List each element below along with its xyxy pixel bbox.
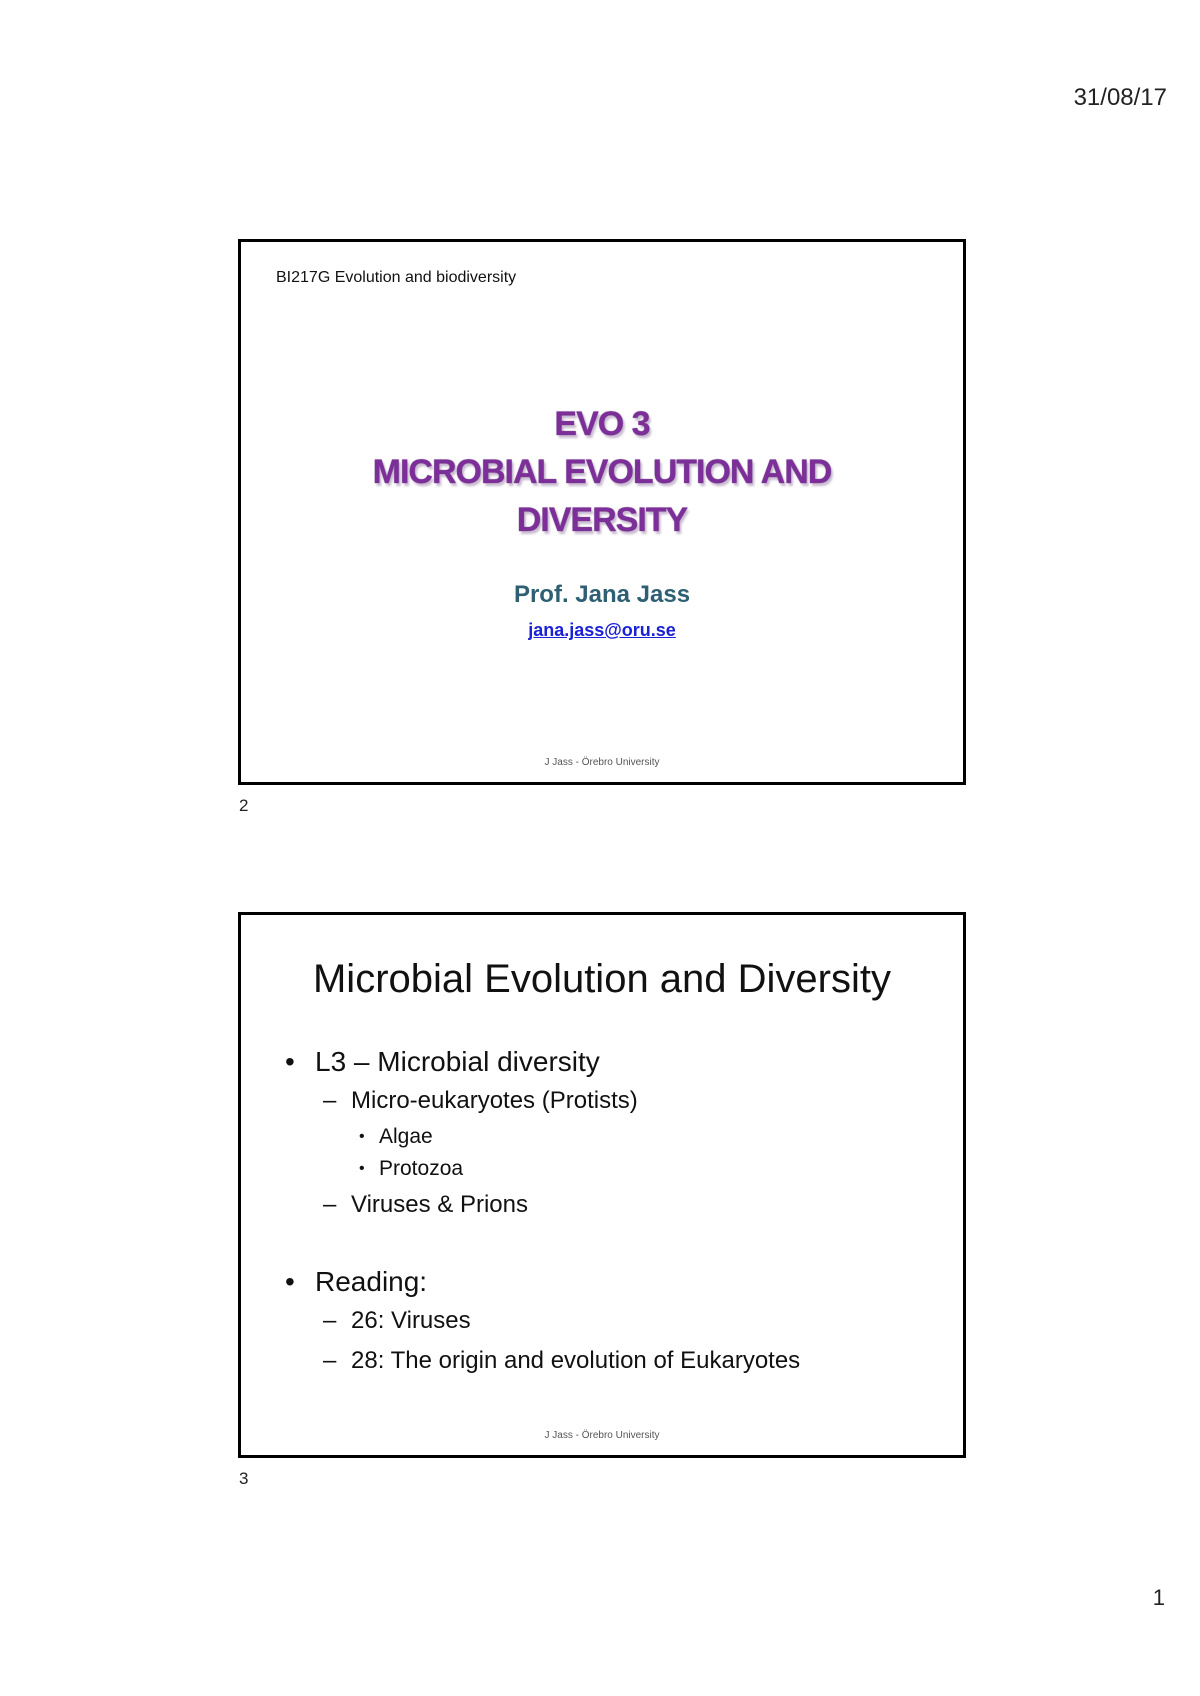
sub-bullet-item xyxy=(285,1081,943,1121)
bullet-marker: • xyxy=(359,1160,365,1177)
dash-marker: – xyxy=(323,1307,337,1334)
handout-date: 31/08/17 xyxy=(1073,84,1167,111)
spacer xyxy=(285,1225,943,1263)
course-label: BI217G Evolution and biodiversity xyxy=(276,269,517,286)
bullet-text: Protozoa xyxy=(379,1157,464,1180)
title-line: EVO 3 xyxy=(554,405,650,443)
slide-number: 3 xyxy=(239,1469,249,1488)
sub-bullet-item xyxy=(285,1185,943,1225)
bullet-item xyxy=(285,1043,943,1081)
sub-sub-bullet-item xyxy=(285,1121,943,1153)
bullet-text: Reading: xyxy=(315,1266,428,1297)
page-number: 1 xyxy=(1152,1585,1165,1610)
bullet-text: Algae xyxy=(379,1125,433,1148)
slide-heading: Microbial Evolution and Diversity xyxy=(312,957,891,1001)
slide-thumbnail-3 xyxy=(238,912,966,1458)
title-line: MICROBIAL EVOLUTION AND xyxy=(372,453,832,491)
dash-marker: – xyxy=(323,1347,337,1374)
bullet-item xyxy=(285,1263,943,1301)
bullet-marker: • xyxy=(359,1128,365,1145)
slide-number: 2 xyxy=(239,796,249,815)
bullet-outline xyxy=(285,1043,943,1381)
sub-bullet-item xyxy=(285,1341,943,1381)
author-email xyxy=(241,620,963,641)
bullet-text: Viruses & Prions xyxy=(351,1191,528,1218)
slide-footer: J Jass - Örebro University xyxy=(544,757,660,768)
dash-marker: – xyxy=(323,1087,337,1114)
bullet-text: 28: The origin and evolution of Eukaryotes xyxy=(351,1347,801,1374)
bullet-text: Micro-eukaryotes (Protists) xyxy=(351,1087,638,1114)
slide-footer: J Jass - Örebro University xyxy=(544,1430,660,1441)
bullet-text: L3 – Microbial diversity xyxy=(315,1046,600,1077)
slide-title xyxy=(241,400,963,544)
dash-marker: – xyxy=(323,1191,337,1218)
bullet-marker: • xyxy=(285,1046,295,1077)
slide-thumbnail-2 xyxy=(238,239,966,785)
sub-sub-bullet-item xyxy=(285,1153,943,1185)
sub-bullet-item xyxy=(285,1301,943,1341)
email-link[interactable]: jana.jass@oru.se xyxy=(528,620,676,640)
title-line: DIVERSITY xyxy=(516,501,688,539)
bullet-text: 26: Viruses xyxy=(351,1307,471,1334)
author-name: Prof. Jana Jass xyxy=(513,581,691,608)
bullet-marker: • xyxy=(285,1266,295,1297)
